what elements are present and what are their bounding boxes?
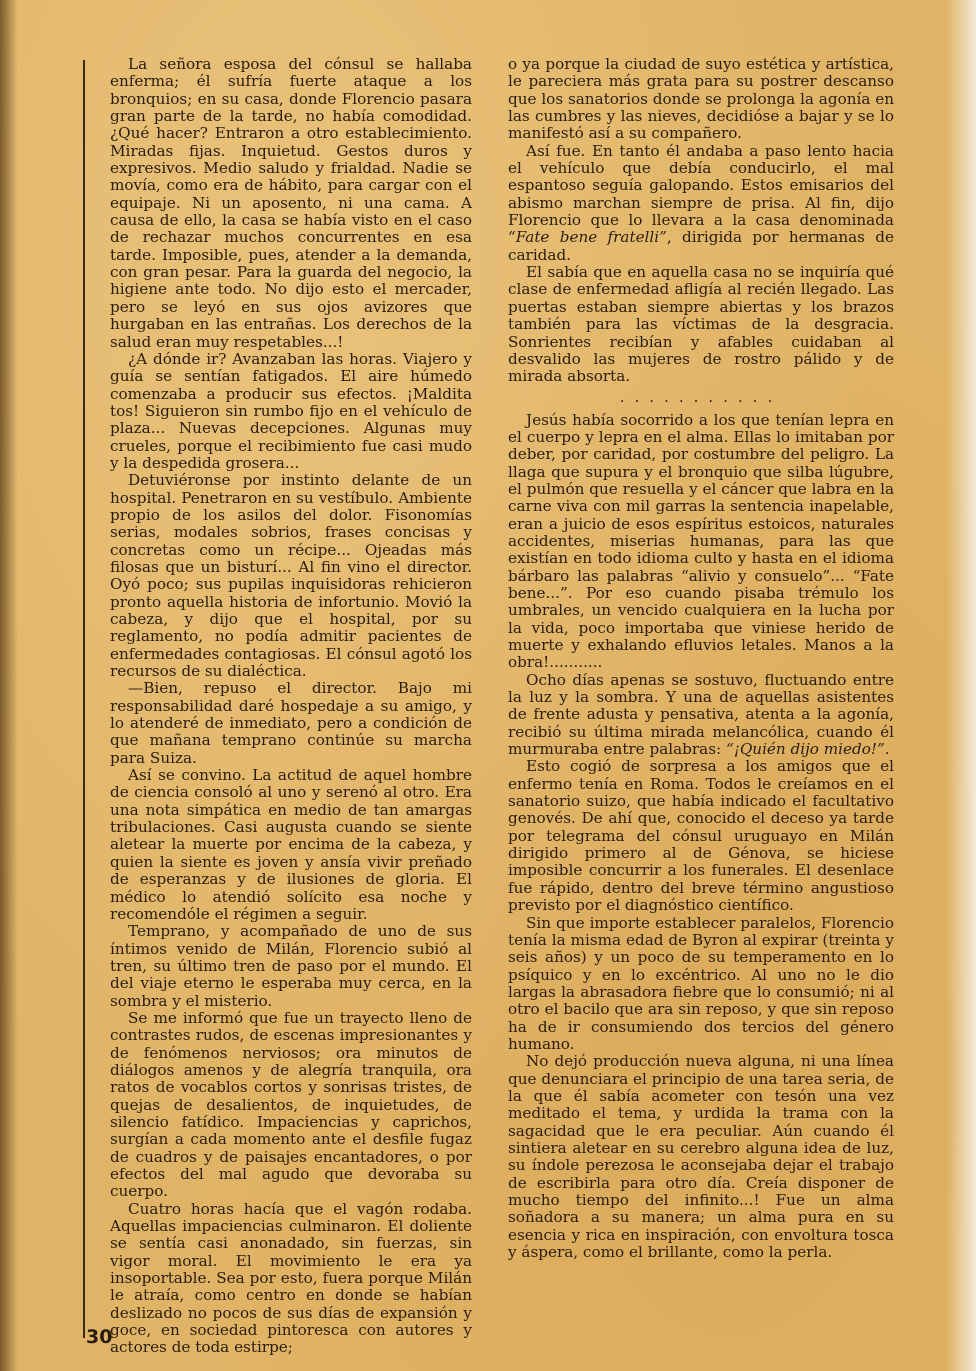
section-separator: ........... xyxy=(619,387,783,406)
binding-shadow xyxy=(0,0,18,1371)
paragraph: Sin que importe establecer paralelos, Florencio tenía la misma edad de Byron al expirar (treinta y seis años) y un poco de su temperamento en lo psíquico y en lo excéntrico. Al uno no le dio largas la abrasadora fiebre que lo consumió; ni al otro el bacilo que ara sin reposo, y que sin reposo ha de ir consumiendo dos tercios del género humano. xyxy=(508,913,894,1053)
paragraph: Temprano, y acompañado de uno de sus íntimos venido de Milán, Florencio subió al tren, su último tren de paso por el mundo. El del viaje eterno le esperaba muy cerca, en la sombra y el misterio. xyxy=(110,922,472,1010)
page-number: 30 xyxy=(86,1326,113,1348)
house-name: “Fate bene fratelli” xyxy=(508,228,667,247)
paragraph: ¿A dónde ir? Avanzaban las horas. Viajero y guía se sentían fatigados. El aire húmedo comenzaba a producir sus efectos. ¡Maldita tos! Siguieron sin rumbo fijo en el vehículo de plaza... Nuevas decepciones. Algunas muy crueles, porque el recibimiento fue casi mudo y la despedida grosera... xyxy=(110,349,472,472)
left-column xyxy=(110,56,472,1357)
paragraph-text: . xyxy=(884,740,890,759)
paragraph: La señora esposa del cónsul se hallaba enferma; él sufría fuerte ataque a los bronquios; en su casa, donde Florencio pasara gran parte de la tarde, no había comodidad. ¿Qué hacer? Entraron a otro establecimiento. Miradas fijas. Inquietud. Gestos duros y expresivos. Medio saludo y frialdad. Nadie se movía, como era de hábito, para cargar con el equipaje. Ni un aposento, ni una cama. A causa de ello, la casa se había visto en el caso de rechazar muchos concurrentes en esa tarde. Imposible, pues, atender a la demanda, con gran pesar. Para la guarda del negocio, la higiene ante todo. No dijo esto el mercader, pero se leyó en sus ojos avizores que hurgaban en las entrañas. Los derechos de la salud eran muy respetables...! xyxy=(110,55,472,351)
paragraph: Detuviéronse por instinto delante de un hospital. Penetraron en su vestíbulo. Ambiente propio de los asilos del dolor. Fisonomías serias, modales sobrios, frases concisas y concretas como un récipe... Ojeadas más filosas que un bisturí... Al fin vino el director. Oyó poco; sus pupilas inquisidoras rehicieron pronto aquella historia de infortunio. Movió la cabeza, y dijo que el hospital, por su reglamento, no podía admitir pacientes de enfermedades contagiosas. El cónsul agotó los recursos de su dialéctica. xyxy=(110,471,472,681)
paragraph-text: , dirigida por hermanas de caridad. xyxy=(508,228,894,264)
paragraph: No dejó producción nueva alguna, ni una línea que denunciara el principio de una tarea seria, de la que él sabía acometer con tesón una vez meditado el tema, y urdida la trama con la sagacidad que le era peculiar. Aún cuando él sintiera aletear en su cerebro alguna idea de luz, su índole perezosa le aconsejaba dejar el trabajo de escribirla para otro día. Creía disponer de mucho tiempo del infinito...! Fue un alma soñadora a su manera; un alma pura en su esencia y rica en inspiración, con envoltura tosca y áspera, como el brillante, como la perla. xyxy=(508,1052,894,1262)
paragraph: —Bien, repuso el director. Bajo mi responsabilidad daré hospedaje a su amigo, y lo atenderé de inmediato, pero a condición de que mañana temprano continúe su marcha para Suiza. xyxy=(110,679,472,767)
paragraph: Se me informó que fue un trayecto lleno de contrastes rudos, de escenas impresionantes y de fenómenos nerviosos; ora minutos de diálogos amenos y de alegría tranquila, ora ratos de vocablos cortos y sonrisas tristes, de quejas de desalientos, de inquietudes, de silencio fatídico. Impaciencias y caprichos, surgían a cada momento ante el desfile fugaz de cuadros y de paisajes encantadores, o por efectos del mal agudo que devoraba su cuerpo. xyxy=(110,1008,472,1201)
last-words-quote: “¡Quién dijo miedo!” xyxy=(725,740,885,759)
paragraph-text: Ocho días apenas se sostuvo, fluctuando entre la luz y la sombra. Y una de aquellas asistentes de frente adusta y pensativa, atenta a la agonía, recibió su última mirada melancólica, cuando él murmuraba entre palabras: xyxy=(508,670,894,759)
paragraph: Así se convino. La actitud de aquel hombre de ciencia consoló al uno y serenó al otro. Era una nota simpática en medio de tan amargas tribulaciones. Casi augusta cuando se siente aletear la muerte por encima de la cabeza, y quien la siente es joven y ansía vivir preñado de esperanzas y de ilusiones de gloria. El médico lo atendió solícito esa noche y recomendóle el régimen a seguir. xyxy=(110,766,472,923)
paragraph: o ya porque la ciudad de suyo estética y artística, le pareciera más grata para su postrer descanso que los sanatorios donde se prolonga la agonía en las cumbres y las nieves, decidióse a bajar y se lo manifestó así a su compañero. xyxy=(508,55,895,143)
page-edge xyxy=(946,0,976,1371)
right-column xyxy=(508,56,894,1261)
paragraph: El sabía que en aquella casa no se inquiría qué clase de enfermedad afligía al recién llegado. Las puertas estaban siempre abiertas y los brazos también para las víctimas de la desgracia. Sonrientes recibían y afables cuidaban al desvalido las mujeres de rostro pálido y de mirada absorta. xyxy=(508,263,894,386)
paragraph: Cuatro horas hacía que el vagón rodaba. Aquellas impaciencias culminaron. El doliente se sentía casi anonadado, sin fuerzas, sin vigor moral. El movimiento le era ya insoportable. Sea por esto, fuera porque Milán le atraía, como centro en donde se habían deslizado no pocos de sus días de expansión y goce, en sociedad pintoresca con autores y actores de toda estirpe; xyxy=(110,1199,472,1357)
margin-rule xyxy=(83,60,85,1338)
paragraph-text: Así fue. En tanto él andaba a paso lento hacia el vehículo que debía conducirlo, el mal espantoso seguía galopando. Estos emisarios del abismo marchan siempre de prisa. Al fin, dijo Florencio que lo llevara a la casa denominada xyxy=(508,141,894,230)
paragraph xyxy=(508,672,894,759)
paragraph: Esto cogió de sorpresa a los amigos que el enfermo tenía en Roma. Todos le creíamos en el sanatorio suizo, que había indicado el facultativo genovés. De ahí que, conocido el deceso ya tarde por telegrama del cónsul uruguayo en Milán dirigido primero al de Génova, se hiciese imposible concurrir a los funerales. El desenlace fue rápido, dentro del breve término angustioso previsto por el diagnóstico científico. xyxy=(508,757,894,915)
paragraph xyxy=(508,143,894,264)
paragraph: Jesús había socorrido a los que tenían lepra en el cuerpo y lepra en el alma. Ellas lo imitaban por deber, por caridad, por costumbre del peligro. La llaga que supura y el bronquio que silba lúgubre, el pulmón que resuella y el cáncer que labra en la carne viva con mil garras la sentencia inapelable, eran a juicio de esos espíritus estoicos, naturales accidentes, miserias humanas, para las que existían en todo idioma culto y hasta en el idioma bárbaro las palabras “alivio y consuelo”... “Fate bene...”. Por eso cuando pisaba trémulo los umbrales, un vencido cualquiera en la lucha por la vida, poco importaba que viniese herido de muerte y exhalando efluvios letales. Manos a la obra!........... xyxy=(508,410,894,672)
